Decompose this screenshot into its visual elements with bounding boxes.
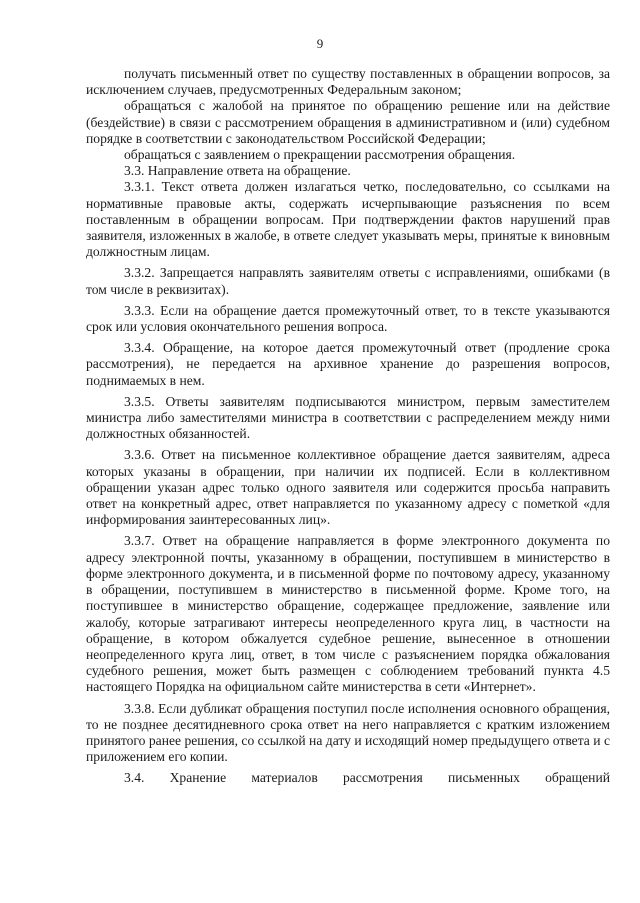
paragraph-right-appeal-complaint: обращаться с жалобой на принятое по обращению решение или на действие (бездействие) в связи с рассмотрением обращения в административном и (или) судебном порядке в соответствии с законодательством Российской Федерации; (86, 98, 610, 146)
clause-3-3-5: 3.3.5. Ответы заявителям подписываются министром, первым заместителем министра либо заместителями министра в соответствии с распределением между ними должностных обязанностей. (86, 393, 610, 442)
section-heading-3-4: 3.4. Хранение материалов рассмотрения письменных обращений (124, 770, 610, 786)
section-heading-3-3: 3.3. Направление ответа на обращение. (124, 163, 351, 179)
document-body (86, 66, 610, 787)
paragraph-right-written-answer: получать письменный ответ по существу поставленных в обращении вопросов, за исключением случаев, предусмотренных Федеральным законом; (86, 66, 610, 98)
clause-3-3-2: 3.3.2. Запрещается направлять заявителям ответы с исправлениями, ошибками (в том числе в реквизитах). (86, 265, 610, 297)
clause-3-3-6: 3.3.6. Ответ на письменное коллективное обращение дается заявителям, адреса которых указаны в обращении, при наличии их подписей. Если в коллективном обращении указан адрес только одного заявителя или содержится просьба направить ответ на конкретный адрес, ответ направляется по указанному адресу с пометкой «для информирования заинтересованных лиц». (86, 447, 610, 528)
paragraph-right-termination-request: обращаться с заявлением о прекращении рассмотрения обращения. (124, 147, 516, 163)
clause-3-3-8: 3.3.8. Если дубликат обращения поступил после исполнения основного обращения, то не позднее десятидневного срока ответ на него направляется с кратким изложением принятого ранее решения, со ссылкой на дату и исходящий номер предыдущего ответа и с приложением его копии. (86, 700, 610, 765)
page-number: 9 (316, 36, 324, 51)
clause-3-3-7: 3.3.7. Ответ на обращение направляется в форме электронного документа по адресу электронной почты, указанному в обращении, поступившем в министерство в форме электронного документа, и в письменной форме по почтовому адресу, указанному в обращении, поступившем в министерство в письменной форме. Кроме того, на поступившее в министерство обращение, содержащее предложение, заявление или жалобу, которые затрагивают интересы неопределенного круга лиц, в частности на обращение, в котором обжалуется судебное решение, вынесенное в отношении неопределенного круга лиц, ответ, в том числе с разъяснением порядка обжалования судебного решения, может быть размещен с соблюдением требований пункта 4.5 настоящего Порядка на официальном сайте министерства в сети «Интернет». (86, 533, 610, 695)
clause-3-3-4: 3.3.4. Обращение, на которое дается промежуточный ответ (продление срока рассмотрения), не передается на архивное хранение до разрешения вопросов, поднимаемых в нем. (86, 340, 610, 388)
clause-3-3-3: 3.3.3. Если на обращение дается промежуточный ответ, то в тексте указываются срок или условия окончательного решения вопроса. (86, 302, 610, 335)
clause-3-3-1: 3.3.1. Текст ответа должен излагаться четко, последовательно, со ссылками на нормативные правовые акты, содержать исчерпывающие разъяснения по всем поставленным в обращении вопросам. При подтверждении фактов нарушений прав заявителя, изложенных в жалобе, в ответе следует указывать меры, принятые к виновным должностным лицам. (86, 179, 610, 260)
